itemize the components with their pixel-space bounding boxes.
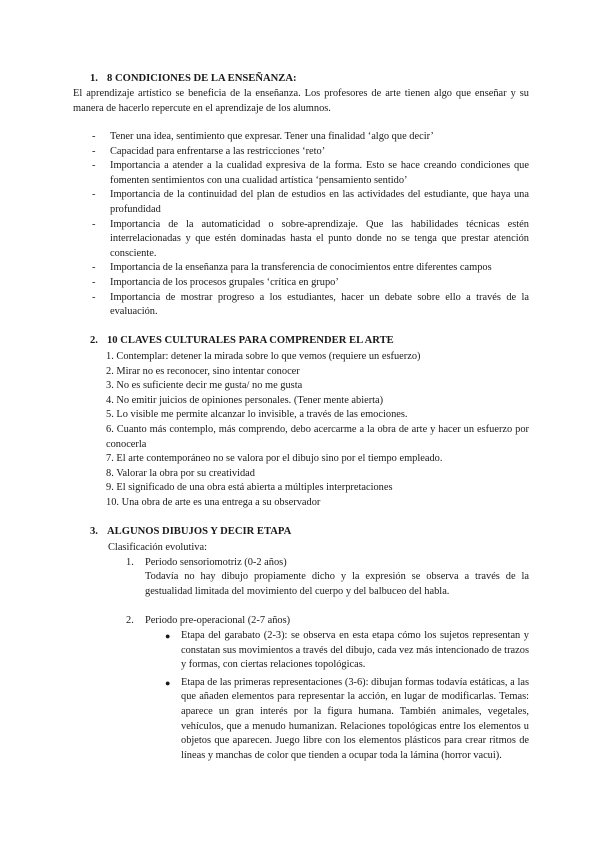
- list-item: 6. Cuanto más contemplo, más comprendo, debo acercarme a la obra de arte y hacer un esfuerzo por conocerla: [106, 423, 529, 450]
- list-item: 5. Lo visible me permite alcanzar lo invisible, a través de las emociones.: [106, 409, 408, 421]
- bullet-icon: ●: [165, 631, 171, 641]
- section-3-subtitle: Clasificación evolutiva:: [108, 542, 207, 553]
- phase-1-number: 1.: [126, 557, 134, 568]
- section-2-number: 2.: [90, 335, 98, 346]
- list-item: 2. Mirar no es reconocer, sino intentar conocer: [106, 365, 300, 377]
- phase-1-title: Periodo sensoriomotriz (0-2 años): [145, 557, 287, 568]
- bullet-icon: ●: [165, 677, 171, 688]
- list-item: - Importancia a atender a la cualidad expresiva de la forma. Esto se hace creando condiciones que fomenten sentimientos con una cualidad artística ‘pensamiento sentido’: [92, 159, 529, 188]
- list-item: 4. No emitir juicios de opiniones personales. (Tener mente abierta): [106, 394, 384, 406]
- section-1-number: 1.: [90, 73, 98, 84]
- list-item: [163, 629, 529, 673]
- list-item: - Capacidad para enfrentarse a las restricciones ‘reto’: [92, 145, 529, 160]
- list-item: 3. No es suficiente decir me gusta/ no me gusta: [106, 380, 303, 392]
- list-item: - Tener una idea, sentimiento que expresar. Tener una finalidad ‘algo que decir’: [92, 130, 529, 145]
- section-2-title: 10 CLAVES CULTURALES PARA COMPRENDER EL ARTE: [107, 335, 394, 346]
- section-2-list: [106, 350, 529, 511]
- list-item: 9. El significado de una obra está abierta a múltiples interpretaciones: [106, 482, 393, 494]
- bullet-text: Etapa de las primeras representaciones (3-6): dibujan formas todavía estáticas, a las que añaden elementos para representar la acción, en lugar de modificarlas. Temas: aparece un gran interés por la figura humana. También animales, vegetales, vehículos, que a menudo humanizan. Relaciones topológicas entre los elementos u objetos que aparecen. Juego libre con los elementos plásticos para crear ritmos de líneas y manchas de color que tienden a ocupar toda la lámina (horror vacui).: [181, 676, 529, 761]
- list-item: [163, 676, 529, 764]
- list-item: 1. Contemplar: detener la mirada sobre lo que vemos (requiere un esfuerzo): [106, 351, 421, 362]
- section-1-title: 8 CONDICIONES DE LA ENSEÑANZA:: [107, 73, 297, 84]
- section-3-number: 3.: [90, 526, 98, 537]
- bullet-text: Etapa del garabato (2-3): se observa en esta etapa cómo los sujetos representan y constatan sus movimientos a través del dibujo, cada vez más intencionado de trazos y formas, con ciertas relaciones topológicas.: [181, 630, 529, 671]
- section-1-list: [92, 130, 529, 320]
- list-item: 7. El arte contemporáneo no se valora por el dibujo sino por el tiempo empleado.: [106, 453, 443, 465]
- list-item: - Importancia de la enseñanza para la transferencia de conocimientos entre diferentes campos: [92, 261, 529, 276]
- list-item: - Importancia de mostrar progreso a los estudiantes, hacer un debate sobre ello a través de la evaluación.: [92, 291, 529, 320]
- section-3-title: ALGUNOS DIBUJOS Y DECIR ETAPA: [107, 526, 292, 537]
- phase-2-title: Periodo pre-operacional (2-7 años): [145, 615, 291, 626]
- list-item: - Importancia de los procesos grupales ‘crítica en grupo’: [92, 276, 529, 291]
- list-item: 10. Una obra de arte es una entrega a su observador: [106, 496, 321, 508]
- phase-2-list: [163, 629, 529, 766]
- list-item: 8. Valorar la obra por su creatividad: [106, 467, 255, 479]
- phase-2-number: 2.: [126, 615, 134, 626]
- phase-1-description: Todavía no hay dibujo propiamente dicho y la expresión se observa a través de la gestualidad limitada del movimiento del cuerpo y del balbuceo del habla.: [145, 571, 529, 597]
- list-item: - Importancia de la automaticidad o sobre-aprendizaje. Que las habilidades técnicas estén interrelacionadas y que estén dominadas hasta el punto donde no se tenga que prestar atención consciente.: [92, 218, 529, 262]
- section-1-intro: El aprendizaje artístico se beneficia de la enseñanza. Los profesores de arte tienen algo que enseñar y su manera de hacerlo repercute en el aprendizaje de los alumnos.: [73, 88, 529, 114]
- list-item: - Importancia de la continuidad del plan de estudios en las actividades del estudiante, que haya una profundidad: [92, 188, 529, 217]
